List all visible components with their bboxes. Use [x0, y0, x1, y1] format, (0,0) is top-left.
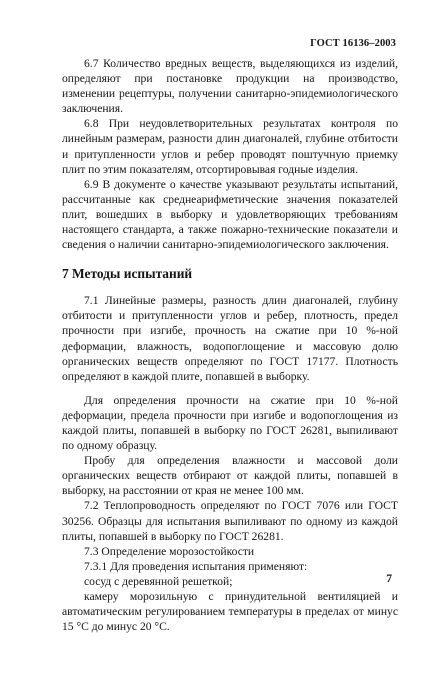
list-item-vessel: сосуд с деревянной решеткой;	[84, 574, 233, 588]
paragraph-6-8: 6.8 При неудовлетворительных результатах контроля по линейным размерам, разности длин диагоналей, глубине отбитости и притупленности углов и ребер проводят поштучную приемку плит по этим показателям, отсортировывая годные изделия.	[62, 117, 398, 176]
paragraph-6-9: 6.9 В документе о качестве указывают результаты испытаний, рассчитанные как среднеарифметические значения показателей плит, вошедших в выборку и удовлетворяющих требованиям настоящего стандарта, а также пожарно-технические показатели и сведения о наличии санитарно-эпидемиологического заключения.	[62, 177, 398, 252]
page-body	[62, 56, 398, 634]
paragraph-7-1-strength: Для определения прочности на сжатие при 10 %-ной деформации, предела прочности при изгибе и водопоглощения из каждой плиты, попавшей в выборку по ГОСТ 26281, выпиливают по одному образцу.	[62, 393, 398, 453]
paragraph-7-1-moisture: Пробу для определения влажности и массовой доли органических веществ отбирают от каждой плиты, попавшей в выборку, на расстоянии от края не менее 100 мм.	[62, 454, 398, 498]
page-number: 7	[386, 572, 392, 585]
paragraph-7-3-1: 7.3.1 Для проведения испытания применяют:	[84, 559, 308, 573]
paragraph-7-1: 7.1 Линейные размеры, разность длин диагоналей, глубину отбитости и притупленности углов и ребер, плотность, предел прочности при изгибе, прочность на сжатие при 10 %-ной деформации, влажность, водопоглощение и массовую долю органических веществ определяют по ГОСТ 17177. Плотность определяют в каждой плите, попавшей в выборку.	[62, 294, 398, 383]
page-header-standard: ГОСТ 16136–2003	[310, 38, 396, 49]
paragraph-6-7: 6.7 Количество вредных веществ, выделяющихся из изделий, определяют при постановке продукции на производство, изменении рецептуры, получении санитарно-эпидемиологического заключения.	[62, 57, 398, 116]
section-7-heading: 7 Методы испытаний	[62, 266, 193, 282]
paragraph-7-3: 7.3 Определение морозостойкости	[84, 544, 255, 558]
paragraph-7-2: 7.2 Теплопроводность определяют по ГОСТ 7076 или ГОСТ 30256. Образцы для испытания выпиливают по одному из каждой плиты, попавшей в выборку по ГОСТ 26281.	[62, 499, 398, 543]
list-item-chamber: камеру морозильную с принудительной вентиляцией и автоматическим регулированием температуры в пределах от минус 15 °С до минус 20 °С.	[62, 590, 398, 634]
